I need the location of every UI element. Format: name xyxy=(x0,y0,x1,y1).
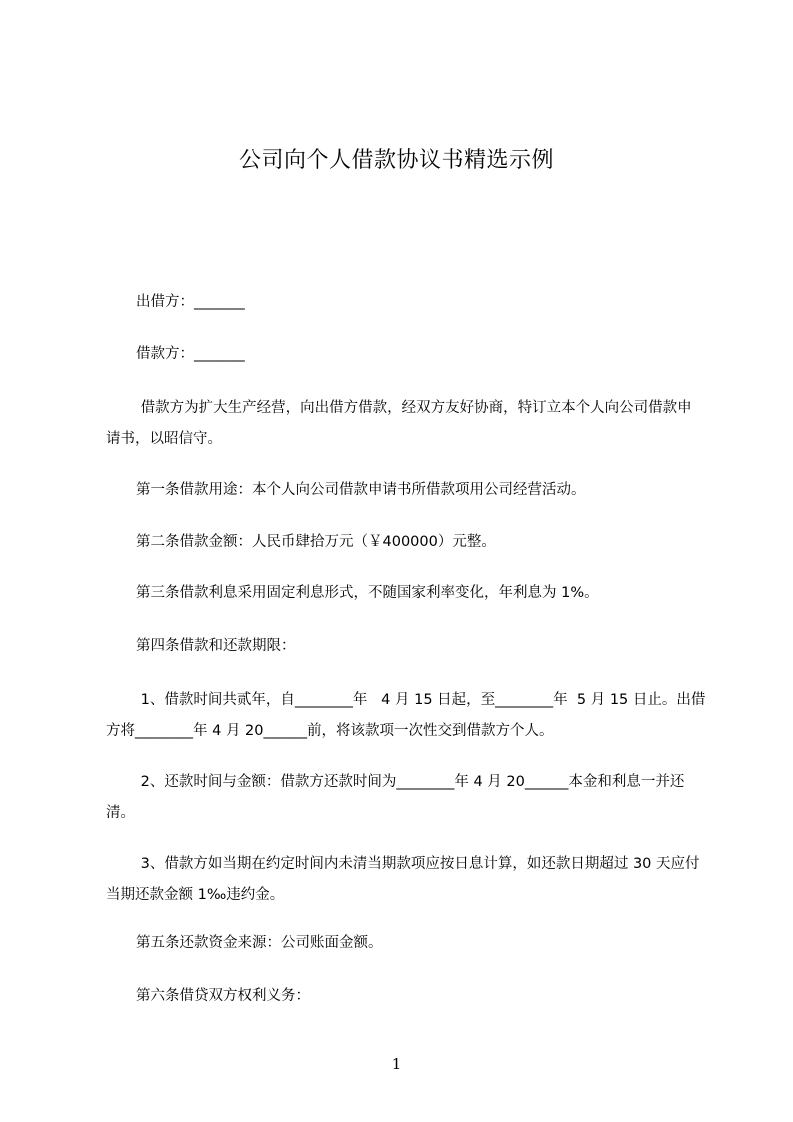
term-clause-3: 3、借款方如当期在约定时间内未清当期款项应按日息计算，如还款日期超过 30 天应付当期还款金额 1‰违约金。 xyxy=(106,856,700,903)
article-4-term: 第四条借款和还款期限： xyxy=(136,638,296,654)
article-3-interest: 第三条借款利息采用固定利息形式，不随国家利率变化，年利息为 1%。 xyxy=(136,585,599,601)
article-6-rights: 第六条借贷双方权利义务： xyxy=(136,988,310,1004)
article-5-source: 第五条还款资金来源：公司账面金额。 xyxy=(136,935,383,951)
borrower-line: 借款方：_______ xyxy=(136,346,245,362)
page-number: 1 xyxy=(391,1055,402,1073)
document-title: 公司向个人借款协议书精选示例 xyxy=(238,148,554,173)
article-1-purpose: 第一条借款用途：本个人向公司借款申请书所借款项用公司经营活动。 xyxy=(136,482,586,498)
article-2-amount: 第二条借款金额：人民币肆拾万元（￥400000）元整。 xyxy=(136,534,496,550)
lender-line: 出借方：_______ xyxy=(136,294,245,310)
term-clause-2: 2、还款时间与金额：借款方还款时间为________年 4 月 20______本金和利息一并还清。 xyxy=(106,774,685,821)
preamble-paragraph: 借款方为扩大生产经营，向出借方借款，经双方友好协商，特订立本个人向公司借款申请书，以昭信守。 xyxy=(106,400,692,447)
term-clause-1: 1、借款时间共贰年，自________年 4 月 15 日起，至________年 5 月 15 日止。出借方将________年 4 月 20______前，将该款项一次性交到借款方个人。 xyxy=(106,692,706,739)
